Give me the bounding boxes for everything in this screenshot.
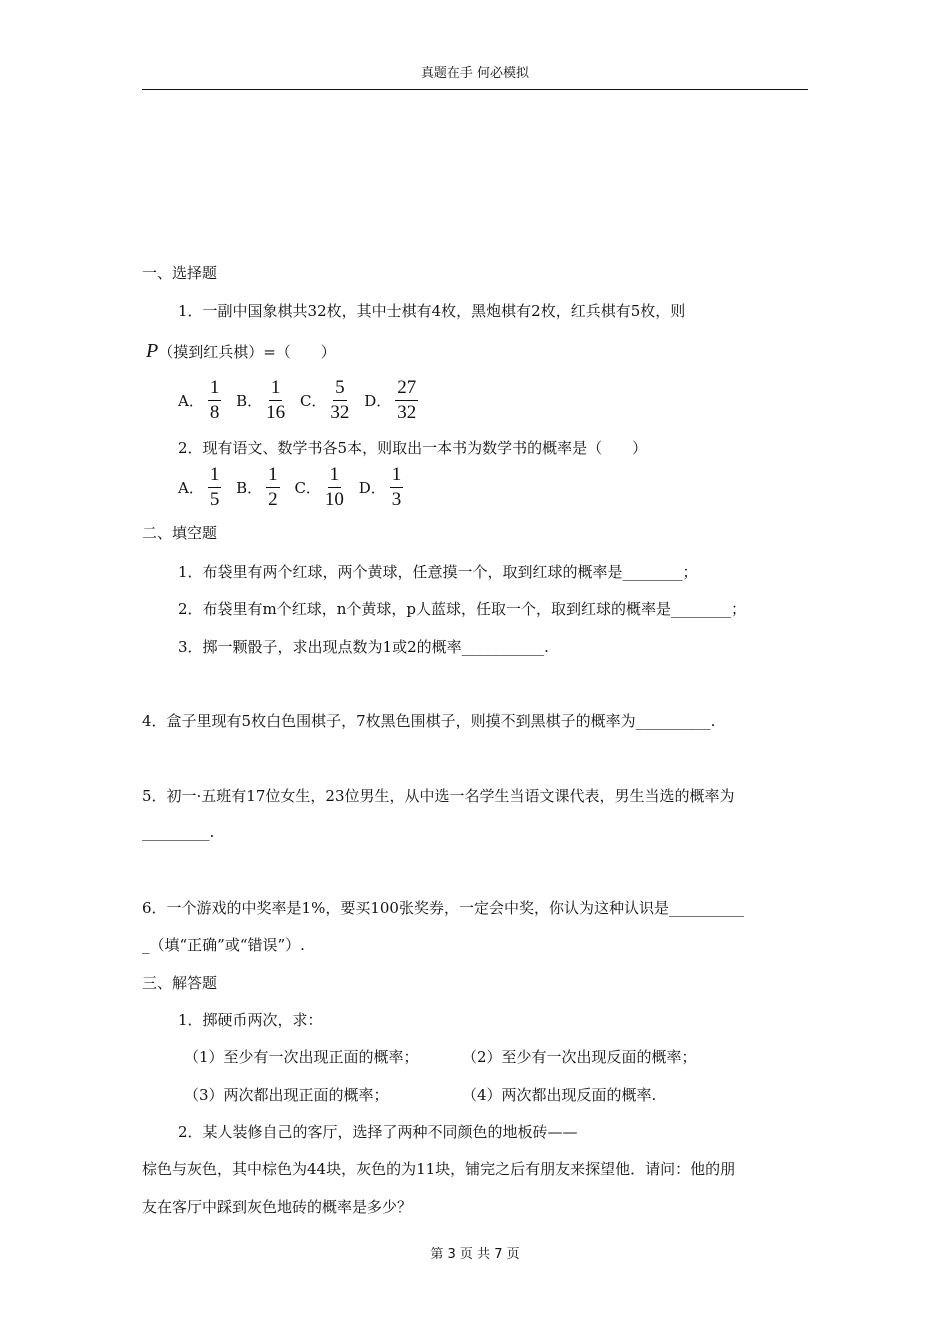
q2-option-a: A． $\frac{1}{5}$ (178, 464, 220, 510)
answer-q1-part1: （1）至少有一次出现正面的概率； (184, 1048, 419, 1066)
fraction: $\frac{27}{32}$ (397, 377, 417, 423)
q2-text: 2．现有语文、数学书各5本，则取出一本书为数学书的概率是（ ） (178, 439, 648, 457)
fill-q5-line2: _________. (142, 823, 215, 841)
answer-q1-part2: （2）至少有一次出现反面的概率； (462, 1048, 697, 1066)
fraction: $\frac{1}{3}$ (391, 464, 402, 510)
answer-q2-line1: 2．某人装修自己的客厅，选择了两种不同颜色的地板砖—— (178, 1123, 578, 1141)
q2-option-d: D． $\frac{1}{3}$ (358, 464, 402, 510)
q1-probability-line (146, 340, 336, 363)
q2-options (178, 465, 407, 510)
fill-q6-line1: 6．一个游戏的中奖率是1%，要买100张奖券，一定会中奖，你认为这种认识是__________ (142, 899, 744, 917)
section-title-answer: 三、解答题 (142, 974, 218, 992)
q1-option-a: A． $\frac{1}{8}$ (178, 377, 220, 423)
q1-text: 1．一副中国象棋共32枚，其中士棋有4枚，黑炮棋有2枚，红兵棋有5枚，则 (178, 302, 686, 320)
q1-p-text: （摸到红兵棋）=（ ） (158, 343, 336, 361)
q1-option-d: D． $\frac{27}{32}$ (364, 377, 417, 423)
section-title-choice: 一、选择题 (142, 264, 218, 282)
answer-q2-line3: 友在客厅中踩到灰色地砖的概率是多少？ (142, 1198, 413, 1216)
answer-q1-part3: （3）两次都出现正面的概率； (184, 1086, 389, 1104)
q2-option-c: C． $\frac{1}{10}$ (294, 464, 344, 510)
q1-option-c: C． $\frac{5}{32}$ (299, 377, 350, 423)
page-header: 真题在手 何必模拟 (420, 66, 530, 81)
q2-option-b: B． $\frac{1}{2}$ (236, 464, 278, 510)
fill-q6-line2: _（填“正确”或“错误”）. (142, 936, 305, 954)
fill-q3: 3．掷一颗骰子，求出现点数为1或2的概率___________. (178, 638, 549, 656)
fraction: $\frac{1}{10}$ (324, 464, 344, 510)
q1-options (178, 378, 422, 423)
fill-q1: 1．布袋里有两个红球，两个黄球，任意摸一个，取到红球的概率是________； (178, 563, 698, 581)
fill-q2: 2．布袋里有m个红球，n个黄球，p人蓝球，任取一个，取到红球的概率是________； (178, 600, 747, 618)
fraction: $\frac{1}{16}$ (266, 377, 286, 423)
fraction: $\frac{1}{2}$ (268, 464, 278, 510)
fill-q4: 4．盒子里现有5枚白色围棋子，7枚黑色围棋子，则摸不到黑棋子的概率为__________. (142, 712, 716, 730)
answer-q1: 1．掷硬币两次，求： (178, 1011, 323, 1029)
fill-q5-line1: 5．初一·五班有17位女生，23位男生，从中选一名学生当语文课代表，男生当选的概率为 (142, 787, 735, 805)
header-rule (142, 89, 808, 90)
fraction: $\frac{1}{8}$ (209, 377, 220, 423)
page-footer: 第 3 页 共 7 页 (430, 1247, 520, 1262)
p-variable: P (146, 340, 159, 362)
section-title-fill: 二、填空题 (142, 524, 218, 542)
answer-q1-part4: （4）两次都出现反面的概率. (462, 1086, 657, 1104)
q1-option-b: B． $\frac{1}{16}$ (236, 377, 286, 423)
fraction: $\frac{5}{32}$ (330, 377, 350, 423)
answer-q2-line2: 棕色与灰色，其中棕色为44块，灰色的为11块，铺完之后有朋友来探望他．请问：他的朋 (142, 1160, 736, 1178)
fraction: $\frac{1}{5}$ (209, 464, 220, 510)
